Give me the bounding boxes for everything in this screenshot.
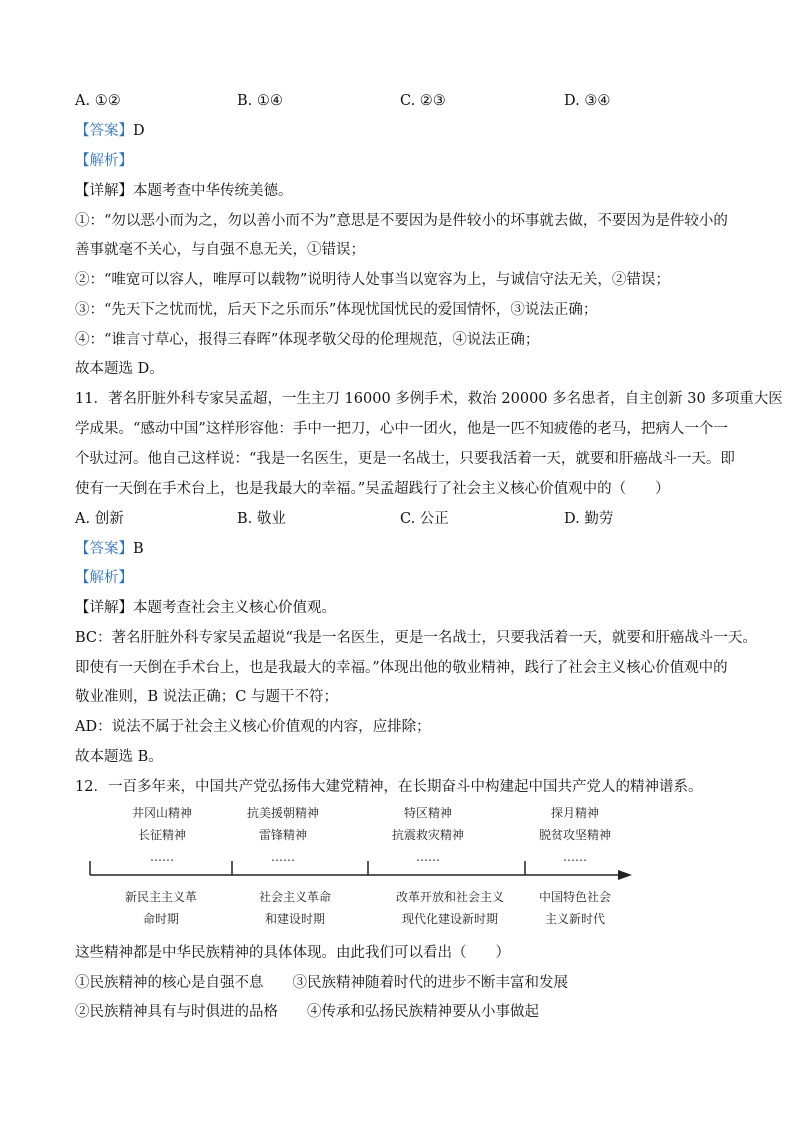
spirit-ellipsis: …… <box>416 850 440 864</box>
q11-explanation-line: 即使有一天倒在手术台上，也是我最大的幸福。”体现出他的敬业精神，践行了社会主义核心价值观中的 <box>75 660 728 676</box>
q10-explanation-line: ③：“先天下之忧而忧，后天下之乐而乐”体现忧国忧民的爱国情怀，③说法正确； <box>75 302 598 318</box>
answer-tag: 【答案】 <box>75 123 133 139</box>
spirit-label: 长征精神 <box>137 828 186 842</box>
q11-explanation-line: AD：说法不属于社会主义核心价值观的内容，应排除； <box>75 719 431 735</box>
q10-conclusion: 故本题选 D。 <box>75 361 164 377</box>
spirit-label: 抗美援朝精神 <box>246 806 319 820</box>
timeline-period-2 <box>240 886 350 930</box>
period-label: 社会主义革命 <box>258 890 331 904</box>
answer-value: D <box>133 123 145 139</box>
period-label: 主义新时代 <box>544 912 605 926</box>
q12-statement-line: ②民族精神具有与时俱进的品格 ④传承和弘扬民族精神要从小事做起 <box>75 1004 539 1020</box>
q10-explanation-line: ②：“唯宽可以容人，唯厚可以载物”说明待人处事当以宽容为上，与诚信守法无关，②错误； <box>75 272 670 288</box>
q10-explanation-line: ④：“谁言寸草心，报得三春晖”体现孝敬父母的伦理规范，④说法正确； <box>75 332 540 348</box>
q10-option-d: D. ③④ <box>564 93 611 109</box>
q10-analysis-tag: 【解析】 <box>75 153 133 169</box>
spirit-label: 探月精神 <box>550 806 599 820</box>
timeline-spirits-2 <box>233 802 333 868</box>
timeline-period-3 <box>380 886 520 930</box>
spirit-ellipsis: …… <box>150 850 174 864</box>
spirit-label: 特区精神 <box>403 806 452 820</box>
period-label: 和建设时期 <box>264 912 325 926</box>
q10-explanation-line: 善事就毫不关心，与自强不息无关，①错误； <box>75 242 365 258</box>
timeline-spirits-3 <box>368 802 488 868</box>
q11-explanation-line: BC：著名肝脏外科专家吴孟超说“我是一名医生，更是一名战士，只要我活着一天，就要和肝癌战斗一天。 <box>75 630 757 646</box>
q10-option-c: C. ②③ <box>400 93 446 109</box>
q12-stem: 12．一百多年来，中国共产党弘扬伟大建党精神，在长期奋斗中构建起中国共产党人的精神谱系。 <box>75 779 703 795</box>
period-label: 命时期 <box>142 912 179 926</box>
spirit-ellipsis: …… <box>271 850 295 864</box>
period-label: 中国特色社会 <box>538 890 611 904</box>
period-label: 新民主主义革 <box>124 890 197 904</box>
q10-option-b: B. ①④ <box>237 93 283 109</box>
spirit-ellipsis: …… <box>563 850 587 864</box>
q11-stem-line: 个驮过河。他自己这样说：“我是一名医生，更是一名战士，只要我活着一天，就要和肝癌战斗一天。即 <box>75 451 735 467</box>
timeline-arrow-icon <box>618 870 632 880</box>
answer-tag: 【答案】 <box>75 541 133 557</box>
q11-stem-line: 使有一天倒在手术台上，也是我最大的幸福。”吴孟超践行了社会主义核心价值观中的（ ） <box>75 481 670 497</box>
q11-option-b: B. 敬业 <box>237 511 286 527</box>
spirit-label: 井冈山精神 <box>131 806 192 820</box>
q11-stem-line: 学成果。“感动中国”这样形容他：手中一把刀，心中一团火，他是一匹不知疲倦的老马，把病人一个一 <box>75 421 728 437</box>
period-label: 现代化建设新时期 <box>401 912 498 926</box>
timeline-period-1 <box>106 886 216 930</box>
q11-option-c: C. 公正 <box>400 511 449 527</box>
timeline-spirits-4 <box>520 802 630 868</box>
q10-detail: 【详解】本题考查中华传统美德。 <box>75 183 293 199</box>
q11-explanation-line: 敬业准则，B 说法正确；C 与题干不符； <box>75 689 338 705</box>
spirit-label: 雷锋精神 <box>258 828 307 842</box>
q11-stem-line: 11．著名肝脏外科专家吴孟超，一生主刀 16000 多例手术，救治 20000 多名患者，自主创新 30 多项重大医 <box>75 391 783 407</box>
spirit-label: 抗震救灾精神 <box>391 828 464 842</box>
spirit-label: 脱贫攻坚精神 <box>538 828 611 842</box>
q10-option-a: A. ①② <box>75 93 121 109</box>
timeline-spirits-1 <box>112 802 212 868</box>
answer-value: B <box>133 541 144 557</box>
q12-question: 这些精神都是中华民族精神的具体体现。由此我们可以看出（ ） <box>75 945 510 961</box>
q11-detail: 【详解】本题考查社会主义核心价值观。 <box>75 600 336 616</box>
q11-analysis-tag: 【解析】 <box>75 570 133 586</box>
q11-option-a: A. 创新 <box>75 511 124 527</box>
q11-conclusion: 故本题选 B。 <box>75 749 163 765</box>
q11-option-d: D. 勤劳 <box>564 511 614 527</box>
period-label: 改革开放和社会主义 <box>395 890 504 904</box>
q12-statement-line: ①民族精神的核心是自强不息 ③民族精神随着时代的进步不断丰富和发展 <box>75 975 568 991</box>
q10-explanation-line: ①：“勿以恶小而为之，勿以善小而不为”意思是不要因为是件较小的坏事就去做，不要因为是件较小的 <box>75 213 728 229</box>
timeline-period-4 <box>520 886 630 930</box>
